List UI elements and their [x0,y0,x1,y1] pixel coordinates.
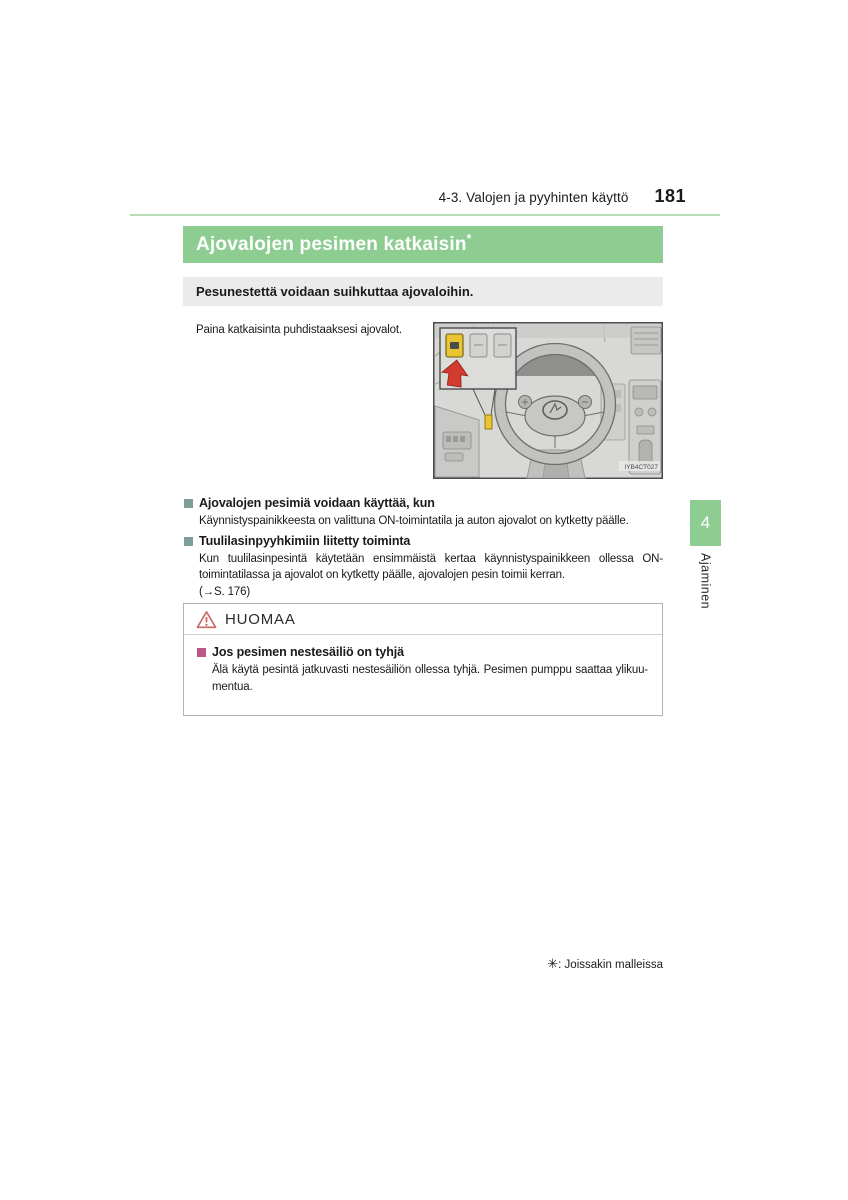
notice-title: HUOMAA [225,610,296,628]
content-sections [183,496,663,604]
page-reference: (→S. 176) [199,585,251,598]
header-section-title: 4-3. Valojen ja pyyhinten käyttö [438,190,629,205]
notice-item-heading [196,645,648,659]
air-vent [631,327,661,354]
page-title: Ajovalojen pesimen katkaisin [196,234,467,255]
notice-box [183,603,663,716]
section-heading [183,534,663,548]
summary-bar [183,277,663,306]
section-wiper-linked [183,534,663,601]
chapter-label-text: Ajaminen [698,553,713,610]
footnote [183,956,663,972]
section-body [199,513,663,530]
square-bullet-icon [184,499,193,508]
body-line: Älä käytä pesintä jatkuvasti nestesäiliön ollessa tyhjä. Pesimen pumppu saattaa ylikuu- [212,664,648,676]
body-line: Kun tuulilasinpesintä käytetään ensimmäistä kertaa käynnistyspainikkeen ollessa ON- [199,552,663,565]
header-rule [130,214,720,216]
section-heading-text: Tuulilasinpyyhkimiin liitetty toiminta [199,533,411,548]
footnote-text: : Joissakin malleissa [558,959,663,971]
dashboard-illustration [433,322,663,479]
body-line: toimintatilassa ja ajovalot on kytketty päälle, ajovalojen pesin toimii kerran. [199,569,565,581]
body-line: mentua. [212,680,253,693]
section-heading-text: Ajovalojen pesimiä voidaan käyttää, kun [199,496,435,510]
instruction-text: Paina katkaisinta puhdistaaksesi ajovalot. [196,324,402,336]
inset-switch-panel [440,328,516,389]
square-bullet-icon [184,537,193,546]
section-washer-conditions [183,496,663,530]
title-asterisk: * [466,231,472,246]
notice-header [184,604,662,635]
section-heading [183,496,663,510]
square-bullet-icon [197,648,206,657]
dashboard-figure-svg [433,322,663,479]
notice-item-body [212,662,648,695]
notice-body [184,635,662,715]
warning-triangle-icon [196,610,217,629]
page-number: 181 [654,186,686,206]
chapter-tab: 4 [690,500,721,546]
title-bar [183,226,663,263]
summary-text: Pesunestettä voidaan suihkuttaa ajovaloihin. [196,284,474,299]
body-line: Käynnistyspainikkeesta on valittuna ON-toimintatila ja auton ajovalot on kytketty päälle. [199,515,629,527]
running-header [130,186,686,207]
chapter-tab-label [690,553,721,643]
switch-location-marker [485,415,492,429]
footnote-asterisk: ✳ [547,956,559,971]
figure-code: IYB4CT027 [624,464,658,471]
notice-item-heading-text: Jos pesimen nestesäiliö on tyhjä [212,645,405,659]
section-body [199,551,663,601]
